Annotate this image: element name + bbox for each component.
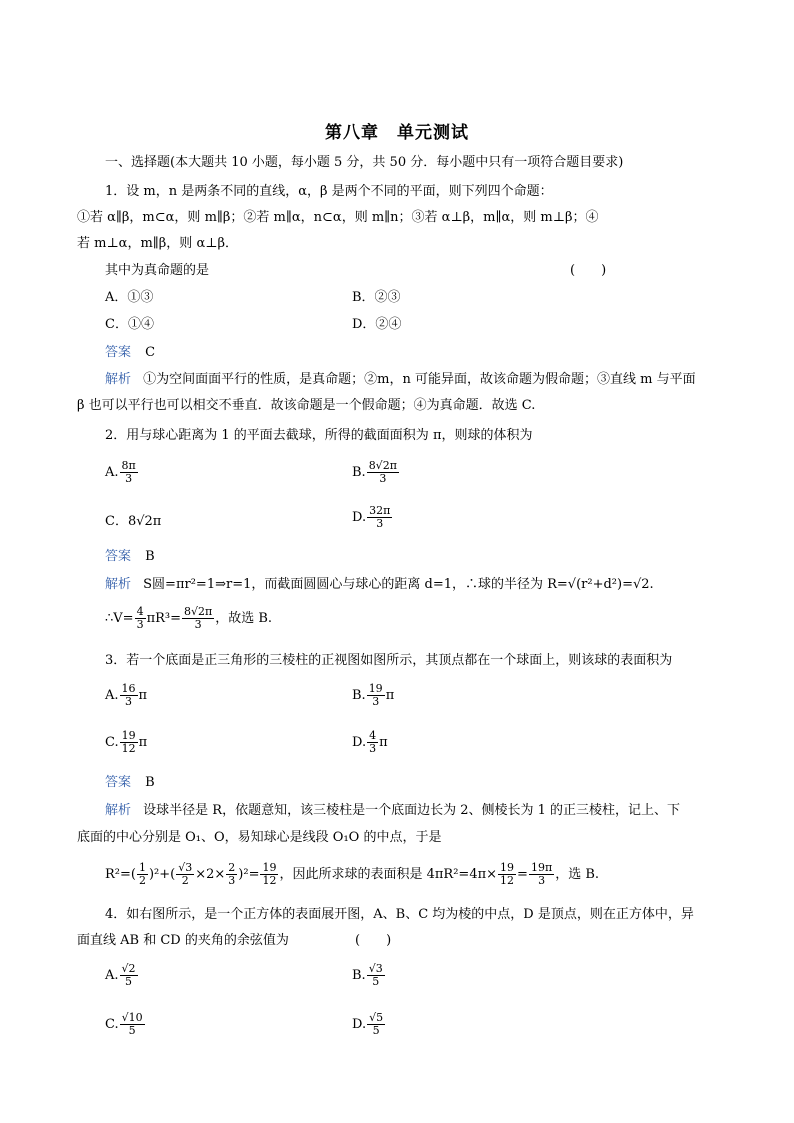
q2-analysis-line1: S圆=πr²=1⇒r=1，而截面圆圆心与球心的距离 d=1，∴球的半径为 R=√(r²+d²)=√2. (143, 577, 654, 592)
q3-formula: R²=( $\frac{1}{2}$ )²+( $\frac{√3}{2}$ ×2× $\frac{2}{3}$ )²= $\frac{19}{12}$ ，因此所求球的表面积是 4πR²=4π× $\frac{19}{12}$ = $\frac{19\pi}{3}$ ，选 B. (105, 861, 600, 887)
q1-question: 其中为真命题的是 (105, 263, 210, 278)
q4-option-c: C. $\frac{√10}{5}$ (105, 1011, 143, 1037)
q2-option-c: C．8√2π (105, 514, 162, 529)
q1-stem: 1．设 m，n 是两条不同的直线，α，β 是两个不同的平面，则下列四个命题： (105, 184, 553, 199)
q3-analysis-line1: 设球半径是 R，依题意知，该三棱柱是一个底面边长为 2、侧棱长为 1 的正三棱柱，记上、下 (143, 803, 681, 818)
q1-analysis-line1: ①为空间面面平行的性质，是真命题；②m，n 可能异面，故该命题为假命题；③直线 m 与平面 (143, 372, 696, 387)
q2-option-b: B. $\frac{8√2\pi}{3}$ (352, 459, 397, 485)
q2-analysis-label: 解析 (105, 577, 132, 592)
q4-stem-line1: 4．如右图所示，是一个正方体的表面展开图，A、B、C 均为棱的中点，D 是顶点，则在正方体中，异 (105, 907, 694, 922)
q2-option-d: D. $\frac{32\pi}{3}$ (352, 504, 391, 530)
q4-stem-line2: 面直线 AB 和 CD 的夹角的余弦值为 (77, 933, 289, 948)
q4-answer-paren: ( ) (355, 933, 392, 948)
q3-option-b: B. $\frac{19}{3}$ π (352, 682, 395, 708)
q3-option-d: D. $\frac{4}{3}$ π (352, 729, 388, 755)
q1-option-d: D．②④ (352, 317, 402, 332)
page-title: 第八章 单元测试 (325, 123, 469, 143)
q1-option-a: A．①③ (105, 290, 154, 305)
q1-option-c: C．①④ (105, 317, 154, 332)
section-heading: 一、选择题(本大题共 10 小题，每小题 5 分，共 50 分．每小题中只有一项符合题目要求) (105, 155, 624, 170)
q2-analysis-line2: ∴V= $\frac{4}{3}$ πR³= $\frac{8√2\pi}{3}$ ，故选 B. (105, 605, 273, 631)
q1-analysis-label: 解析 (105, 372, 132, 387)
q4-option-a: A. $\frac{√2}{5}$ (105, 962, 136, 988)
q3-option-c: C. $\frac{19}{12}$ π (105, 729, 148, 755)
q2-answer: B (145, 549, 155, 564)
q1-answer: C (145, 345, 156, 360)
q2-stem: 2．用与球心距离为 1 的平面去截球，所得的截面面积为 π，则球的体积为 (105, 428, 533, 443)
q4-option-d: D. $\frac{√5}{5}$ (352, 1011, 384, 1037)
q3-answer-label: 答案 (105, 775, 132, 790)
q3-answer: B (145, 775, 155, 790)
q1-propositions-line2: 若 m⊥α，m∥β，则 α⊥β． (77, 236, 238, 251)
q1-analysis-line2: β 也可以平行也可以相交不垂直．故该命题是一个假命题；④为真命题．故选 C. (77, 398, 536, 413)
q1-answer-paren: ( ) (570, 263, 607, 278)
q2-answer-label: 答案 (105, 549, 132, 564)
q1-answer-label: 答案 (105, 345, 132, 360)
q1-option-b: B．②③ (352, 290, 401, 305)
q1-propositions-line1: ①若 α∥β，m⊂α，则 m∥β；②若 m∥α，n⊂α，则 m∥n；③若 α⊥β，m∥α，则 m⊥β；④ (77, 210, 599, 225)
q2-option-a: A. $\frac{8\pi}{3}$ (105, 459, 136, 485)
q3-analysis-line2: 底面的中心分别是 O₁、O，易知球心是线段 O₁O 的中点，于是 (77, 830, 442, 845)
q3-analysis-label: 解析 (105, 803, 132, 818)
q3-stem: 3．若一个底面是正三角形的三棱柱的正视图如图所示，其顶点都在一个球面上，则该球的表面积为 (105, 653, 673, 668)
q3-option-a: A. $\frac{16}{3}$ π (105, 682, 148, 708)
q4-option-b: B. $\frac{√3}{5}$ (352, 962, 383, 988)
